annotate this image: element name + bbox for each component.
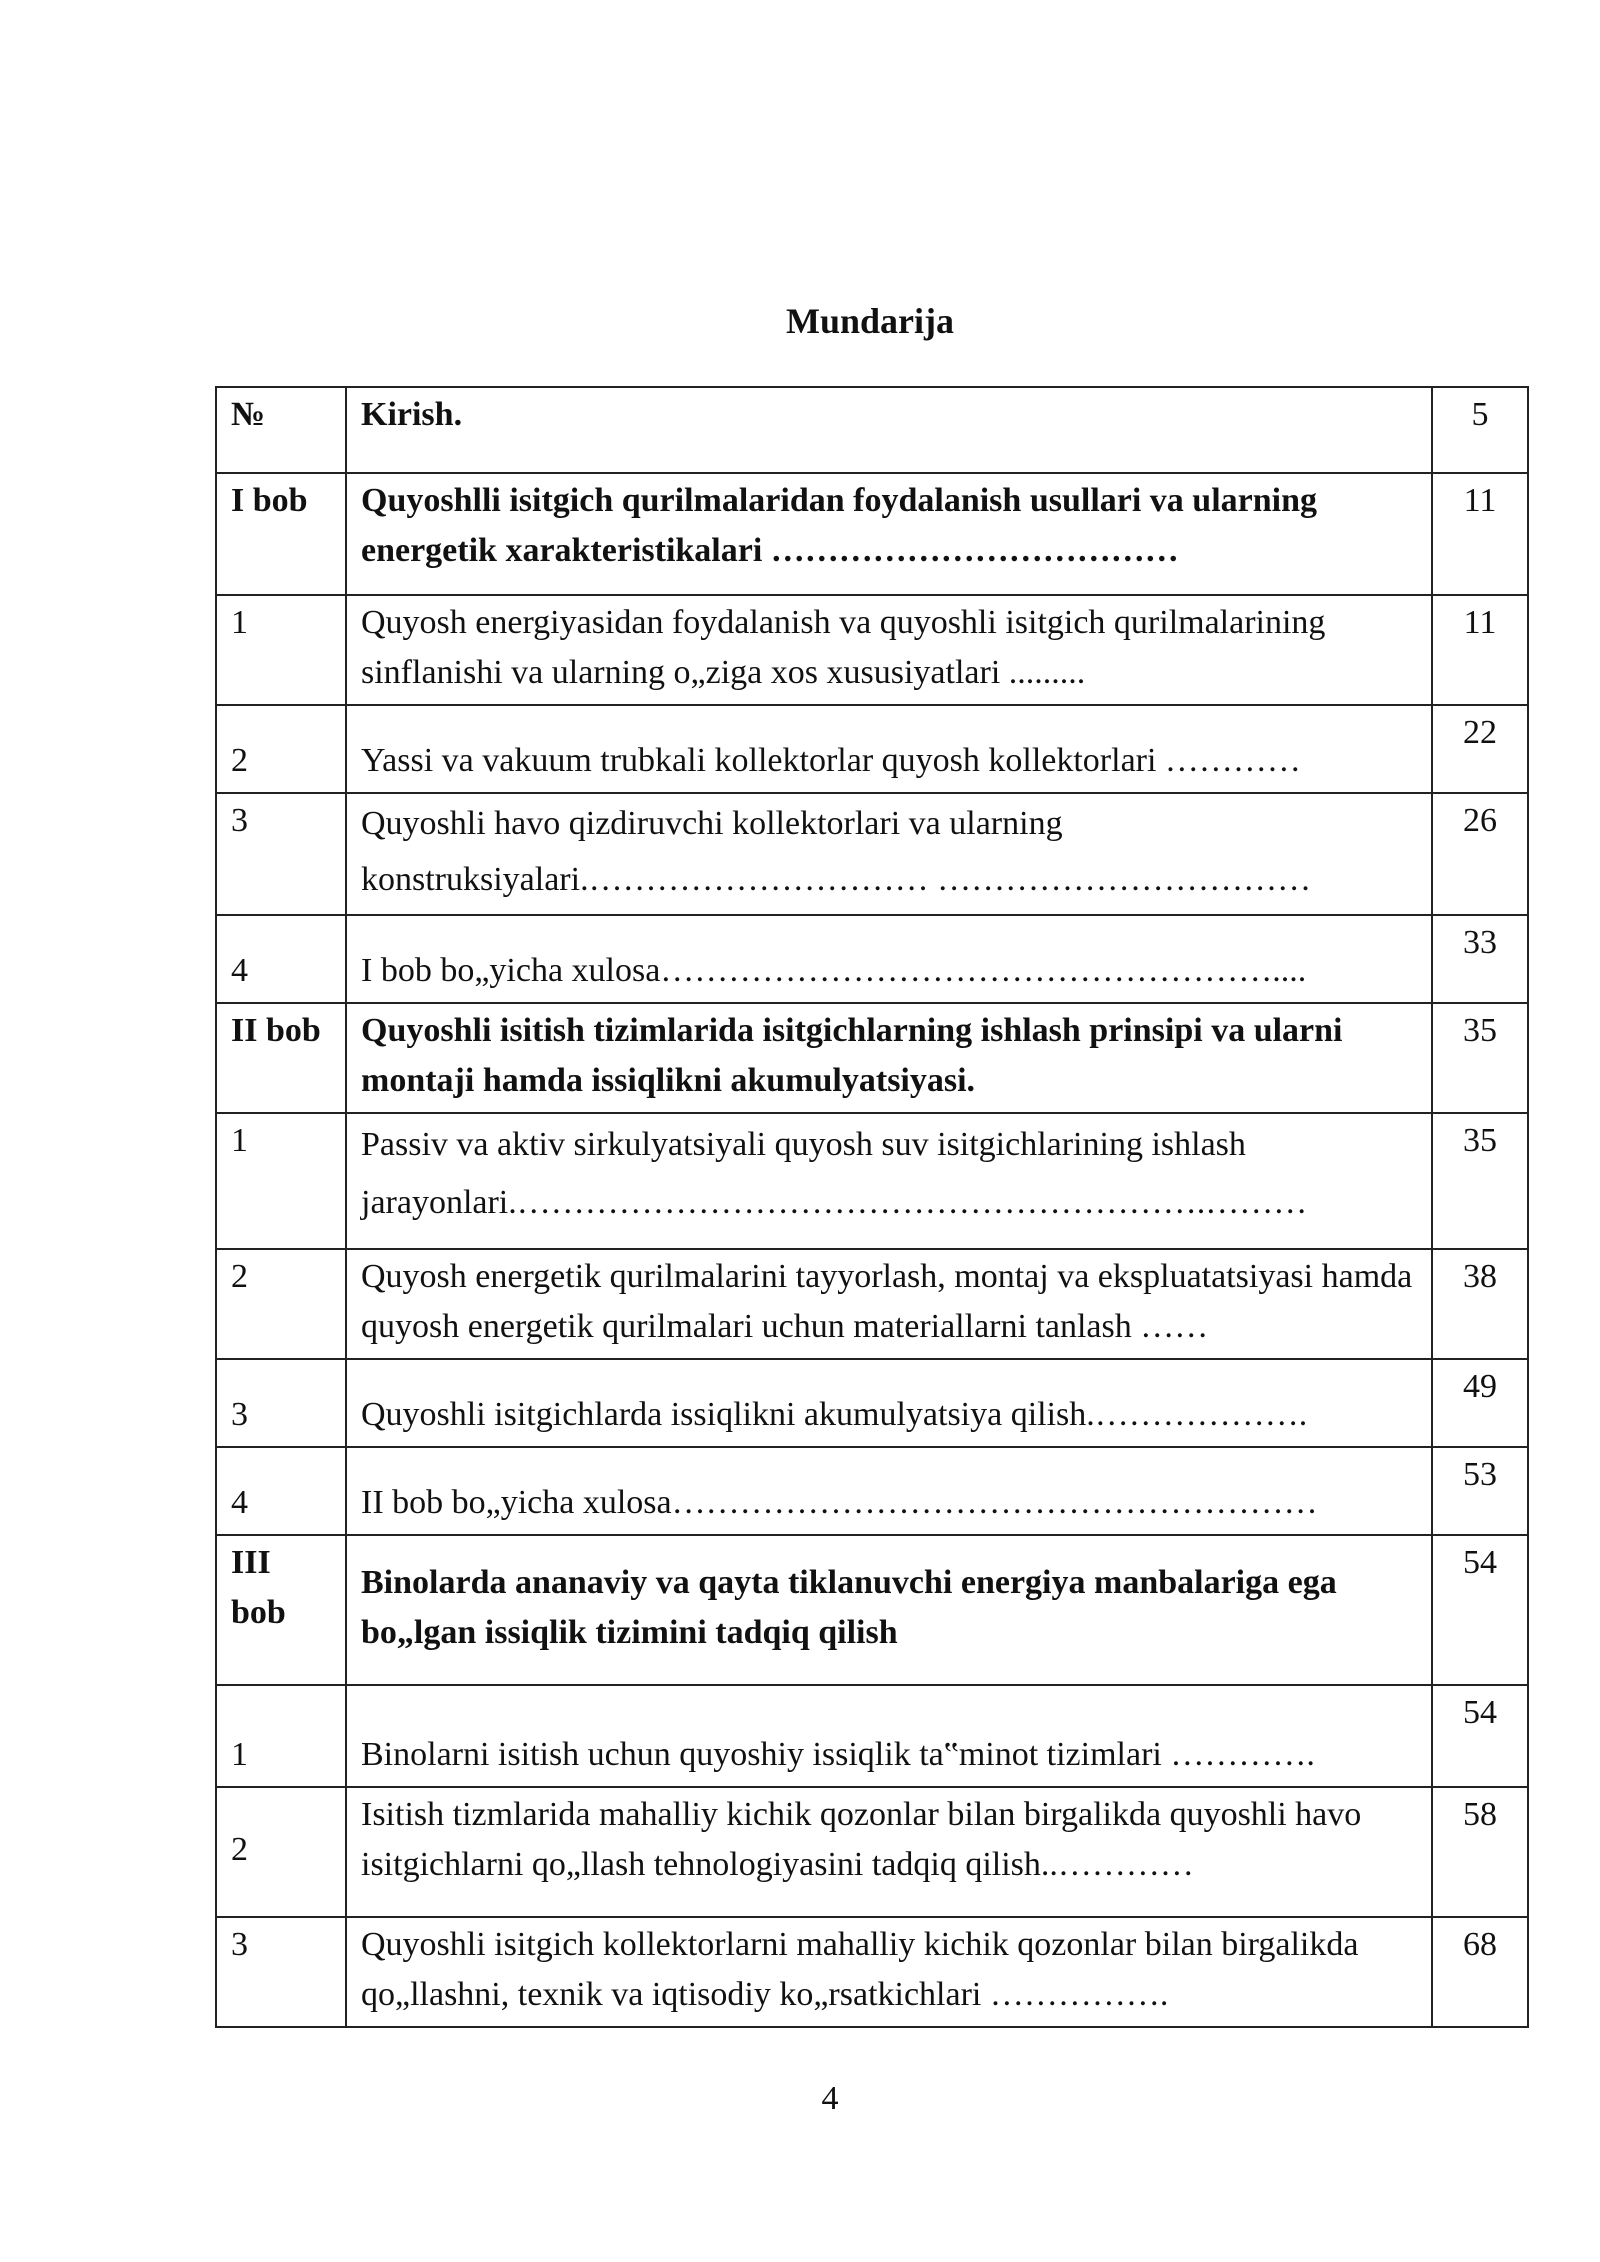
row-number: I bob <box>216 473 346 595</box>
row-page: 58 <box>1432 1787 1528 1917</box>
table-row <box>216 1249 1528 1359</box>
row-title: Quyoshli isitish tizimlarida isitgichlarning ishlash prinsipi va ularni montaji hamda issiqlikni akumulyatsiyasi. <box>346 1003 1432 1113</box>
row-page: 11 <box>1432 473 1528 595</box>
row-number: 4 <box>216 915 346 1003</box>
table-row <box>216 1535 1528 1685</box>
row-number: 3 <box>216 1917 346 2027</box>
page-number: 4 <box>821 2080 839 2117</box>
table-row <box>216 1003 1528 1113</box>
row-page: 68 <box>1432 1917 1528 2027</box>
table-row <box>216 705 1528 793</box>
row-title: Binolarda ananaviy va qayta tiklanuvchi energiya manbalariga ega bo„lgan issiqlik tizimini tadqiq qilish <box>346 1535 1432 1685</box>
row-page: 5 <box>1432 387 1528 473</box>
row-number: 2 <box>216 1249 346 1359</box>
row-title: I bob bo„yicha xulosa……………………………………………….... <box>346 915 1432 1003</box>
row-page: 54 <box>1432 1685 1528 1787</box>
row-number: 1 <box>216 1113 346 1249</box>
table-row <box>216 1113 1528 1249</box>
row-number: III bob <box>216 1535 346 1685</box>
row-number: 4 <box>216 1447 346 1535</box>
table-row <box>216 1685 1528 1787</box>
row-page: 35 <box>1432 1003 1528 1113</box>
table-row <box>216 1359 1528 1447</box>
row-page: 26 <box>1432 793 1528 915</box>
row-title: Binolarni isitish uchun quyoshiy issiqlik ta‟minot tizimlari …………. <box>346 1685 1432 1787</box>
row-number: 1 <box>216 1685 346 1787</box>
row-page: 22 <box>1432 705 1528 793</box>
table-row <box>216 473 1528 595</box>
row-title: Quyosh energiyasidan foydalanish va quyoshli isitgich qurilmalarining sinflanishi va ularning o„ziga xos xususiyatlari ......... <box>346 595 1432 705</box>
row-page: 53 <box>1432 1447 1528 1535</box>
row-number: 3 <box>216 1359 346 1447</box>
row-page: 38 <box>1432 1249 1528 1359</box>
row-title: Quyoshlli isitgich qurilmalaridan foydalanish usullari va ularning energetik xarakteristikalari ……………………………… <box>346 473 1432 595</box>
row-number: 3 <box>216 793 346 915</box>
row-number: 2 <box>216 1787 346 1917</box>
row-page: 35 <box>1432 1113 1528 1249</box>
table-row <box>216 1787 1528 1917</box>
toc-table <box>215 386 1529 2028</box>
row-number: II bob <box>216 1003 346 1113</box>
row-page: 54 <box>1432 1535 1528 1685</box>
row-page: 49 <box>1432 1359 1528 1447</box>
row-title: Yassi va vakuum trubkali kollektorlar quyosh kollektorlari ………… <box>346 705 1432 793</box>
row-page: 11 <box>1432 595 1528 705</box>
table-row <box>216 1447 1528 1535</box>
row-title: Passiv va aktiv sirkulyatsiyali quyosh suv isitgichlarining ishlash jarayonlari.…………………………………………………….……… <box>346 1113 1432 1249</box>
toc-heading: Mundarija <box>785 301 954 341</box>
row-title: Quyoshli isitgichlarda issiqlikni akumulyatsiya qilish.………………. <box>346 1359 1432 1447</box>
row-number: 1 <box>216 595 346 705</box>
table-row <box>216 793 1528 915</box>
table-row <box>216 595 1528 705</box>
row-number: № <box>216 387 346 473</box>
row-title: Isitish tizmlarida mahalliy kichik qozonlar bilan birgalikda quyoshli havo isitgichlarni qo„llash tehnologiyasini tadqiq qilish..………… <box>346 1787 1432 1917</box>
row-title: II bob bo„yicha xulosa………………………………………………… <box>346 1447 1432 1535</box>
table-row <box>216 387 1528 473</box>
table-row <box>216 1917 1528 2027</box>
row-title: Kirish. <box>346 387 1432 473</box>
table-row <box>216 915 1528 1003</box>
row-title: Quyoshli havo qizdiruvchi kollektorlari va ularning konstruksiyalari.………………………… …………………………… <box>346 793 1432 915</box>
row-number: 2 <box>216 705 346 793</box>
row-page: 33 <box>1432 915 1528 1003</box>
row-title: Quyosh energetik qurilmalarini tayyorlash, montaj va ekspluatatsiyasi hamda quyosh energetik qurilmalari uchun materiallarni tanlash …… <box>346 1249 1432 1359</box>
row-title: Quyoshli isitgich kollektorlarni mahalliy kichik qozonlar bilan birgalikda qo„llashni, texnik va iqtisodiy ko„rsatkichlari ……………. <box>346 1917 1432 2027</box>
